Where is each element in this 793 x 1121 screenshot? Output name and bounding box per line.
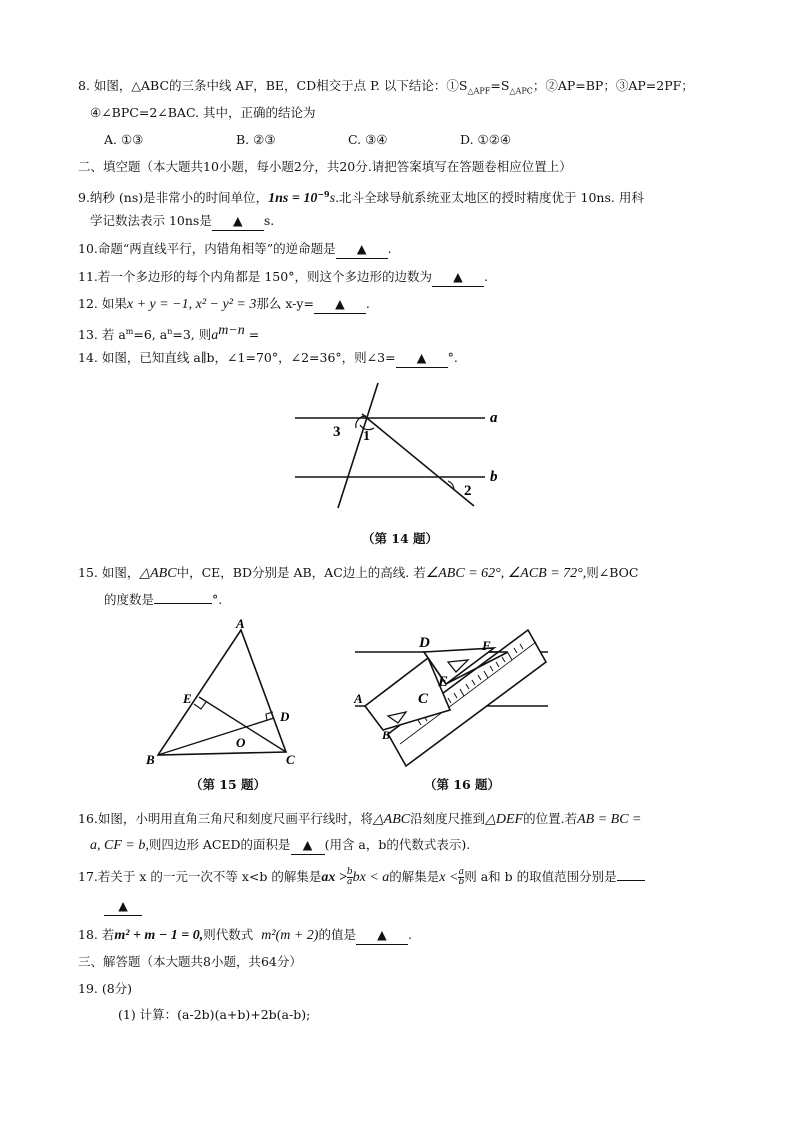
figure-15-caption: （第 15 题）: [189, 777, 267, 792]
q8-line1: 8. 如图，△ABC的三条中线 AF，BE，CD相交于点 P. 以下结论：$①S_{\triangle APF}=S_{\triangle APC}$；②AP=BP；③AP=2PF；: [78, 78, 694, 96]
q19-title: 19. (8分): [78, 981, 133, 996]
q17-underline: [617, 880, 645, 881]
transversal-2: [362, 414, 474, 506]
label-a: a: [490, 410, 498, 426]
q8-option-a: A. ①③: [104, 132, 144, 147]
label-E: E: [438, 674, 449, 690]
q17-line1: 17.若关于 x 的一元一次不等 x<b 的解集是ax > $\frac{b}{a}$ bx < a的解集是x < $\frac{a}{b}$ 则 a和 b 的取值范围分别是: [78, 868, 645, 887]
label-E: E: [183, 691, 192, 706]
q17-answer-blank: ▲: [104, 897, 142, 916]
q8-option-b: B. ②③: [236, 132, 276, 147]
section3-heading: 三、解答题（本大题共8小题，共64分）: [78, 954, 302, 969]
label-O: O: [236, 735, 246, 750]
q9-answer-blank: ▲: [212, 212, 264, 231]
q11-answer-blank: ▲: [432, 268, 484, 287]
q8-line2: ④∠BPC=2∠BAC. 其中，正确的结论为: [90, 105, 316, 120]
figure-14: [280, 378, 520, 513]
q14-answer-blank: ▲: [396, 349, 448, 368]
q17-fraction-1: $\frac{b}{a}$: [346, 867, 353, 887]
q17-fraction-2: $\frac{a}{b}$: [458, 867, 465, 887]
q12-line: 12. 如果x + y = −1, x² − y² = 3那么 x-y= ▲ .: [78, 296, 370, 312]
q18-line: 18. 若m² + m − 1 = 0,则代数式 m²(m + 2)的值是 ▲ .: [78, 927, 412, 943]
right-angle-e: [194, 702, 206, 709]
label-B: B: [382, 728, 391, 742]
altitude-bd: [158, 718, 274, 755]
q8-option-d: D. ①②④: [460, 132, 512, 147]
label-A: A: [354, 691, 363, 706]
q15-answer-blank: [154, 603, 212, 604]
q9-line1: 9.纳秒 (ns)是非常小的时间单位，$1ns = 10^{-9}s$.北斗全球导航系统亚太地区的授时精度优于 10ns. 用科: [78, 189, 644, 207]
section2-heading: 二、填空题（本大题共10小题，每小题2分，共20分.请把答案填写在答题卷相应位置上）: [78, 159, 572, 174]
triangle-abc: [158, 630, 286, 755]
label-B: B: [146, 752, 155, 767]
q19-part1: (1) 计算：(a-2b)(a+b)+2b(a-b);: [118, 1007, 311, 1022]
q16-line2: a, CF = b,则四边形 ACED的面积是 ▲ (用含 a，b的代数式表示).: [90, 837, 471, 853]
label-3: 3: [333, 424, 341, 440]
q12-answer-blank: ▲: [314, 295, 366, 314]
q15-line1: 15. 如图，△ABC中，CE，BD分别是 AB，AC边上的高线. 若∠ABC = 62°, ∠ACB = 72°,则∠BOC: [78, 565, 639, 581]
q14-line: 14. 如图，已知直线 a∥b，∠1=70°，∠2=36°，则∠3= ▲ °.: [78, 349, 458, 368]
label-D: D: [419, 635, 430, 651]
label-A: A: [236, 616, 245, 631]
q8-option-c: C. ③④: [348, 132, 388, 147]
q10-answer-blank: ▲: [336, 240, 388, 259]
label-b: b: [490, 469, 498, 485]
label-1: 1: [363, 429, 370, 444]
q11-line: 11.若一个多边形的每个内角都是 150°，则这个多边形的边数为 ▲ .: [78, 268, 488, 287]
label-F: F: [482, 638, 491, 653]
label-2: 2: [464, 483, 472, 499]
figure-14-caption: （第 14 题）: [361, 531, 439, 546]
transversal-1: [338, 383, 378, 508]
q9-line2: 学记数法表示 10ns是 ▲ s.: [90, 212, 274, 231]
q13-line: 13. 若 $a^m=6$, $a^n=3$, 则$a^{m-n}$ =: [78, 323, 260, 344]
q16-answer-blank: ▲: [291, 836, 325, 855]
q15-condition: ∠ABC = 62°, ∠ACB = 72°,: [425, 566, 587, 581]
q16-line1: 16.如图，小明用直角三角尺和刻度尺画平行线时，将△ABC沿刻度尺推到△DEF的位置.若AB = BC =: [78, 811, 642, 827]
label-C: C: [286, 752, 295, 767]
label-C: C: [418, 691, 429, 707]
q9-formula: 1ns = 10: [268, 191, 318, 207]
q10-line: 10.命题“两直线平行，内错角相等”的逆命题是 ▲ .: [78, 240, 392, 259]
q17-line2: [104, 897, 142, 916]
q8-sub1: △APF: [467, 86, 491, 96]
figure-15: [140, 615, 310, 770]
q18-answer-blank: ▲: [356, 926, 408, 945]
q15-line2: 的度数是 °.: [104, 592, 223, 607]
figure-16: [350, 628, 555, 768]
label-D: D: [280, 709, 290, 724]
q12-formula: x + y = −1, x² − y² = 3: [126, 297, 257, 312]
q8-sub2: △APC: [509, 86, 533, 96]
figure-16-caption: （第 16 题）: [423, 777, 501, 792]
